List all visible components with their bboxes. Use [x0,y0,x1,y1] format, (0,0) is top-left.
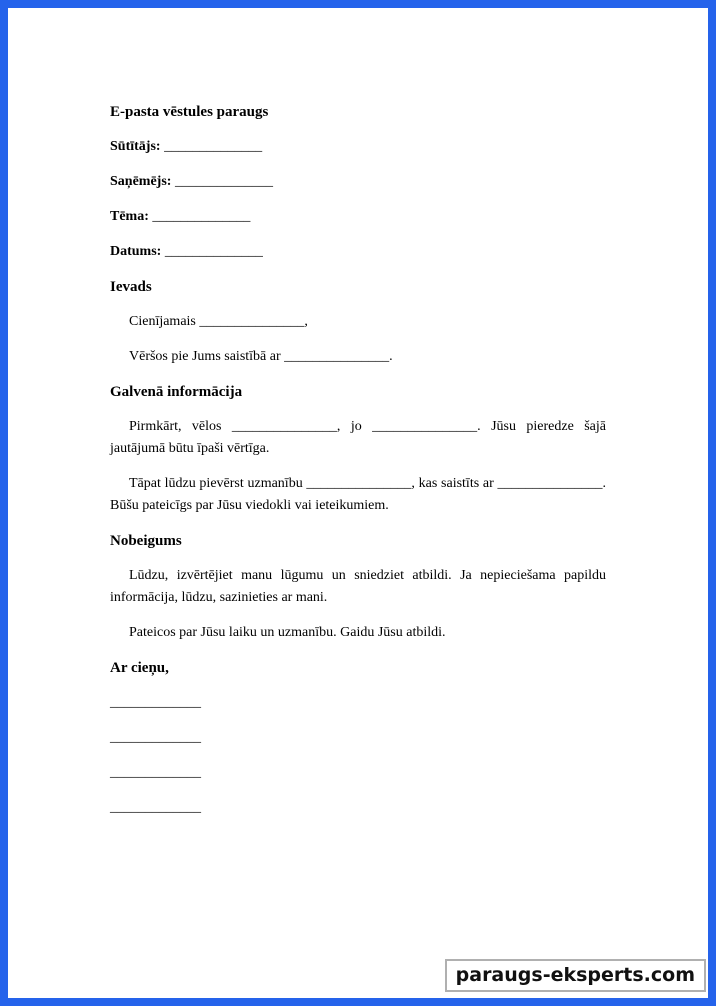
field-recipient-label: Saņēmējs: [110,174,172,189]
field-sender [110,136,606,158]
field-sender-blank: ______________ [164,139,263,154]
closing-paragraph-2: Pateicos par Jūsu laiku un uzmanību. Gaidu Jūsu atbildi. [129,625,446,640]
signoff-line: Ar cieņu, [110,660,169,676]
signature-line-2: _____________ [110,730,201,745]
document-title: E-pasta vēstules paraugs [110,104,269,120]
signature-line-4: _____________ [110,800,201,815]
site-badge-label: paraugs-eksperts.com [455,964,695,986]
greeting-line: Cienījamais _______________, [129,314,308,329]
field-sender-label: Sūtītājs: [110,139,161,154]
signature-line-3: _____________ [110,765,201,780]
section-heading-main: Galvenā informācija [110,384,243,400]
section-heading-intro: Ievads [110,279,152,295]
field-recipient-blank: ______________ [174,174,273,189]
field-subject [110,206,606,228]
site-badge [445,959,706,992]
main-paragraph-1: Pirmkārt, vēlos _______________, jo _______________. Jūsu pieredze šajā jautājumā būtu īpaši vērtīga. [110,419,606,456]
intro-line: Vēršos pie Jums saistībā ar _______________. [129,349,393,364]
field-date-blank: ______________ [164,244,263,259]
field-subject-blank: ______________ [152,209,251,224]
letter-template [110,101,606,832]
main-paragraph-2: Tāpat lūdzu pievērst uzmanību _______________, kas saistīts ar _______________. Būšu pateicīgs par Jūsu viedokli vai ieteikumiem. [110,476,606,513]
field-recipient [110,171,606,193]
closing-paragraph-1: Lūdzu, izvērtējiet manu lūgumu un sniedziet atbildi. Ja nepieciešama papildu informācija, lūdzu, sazinieties ar mani. [110,568,606,605]
field-subject-label: Tēma: [110,209,149,224]
field-date [110,241,606,263]
field-date-label: Datums: [110,244,162,259]
signature-line-1: _____________ [110,695,201,710]
section-heading-closing: Nobeigums [110,533,182,549]
